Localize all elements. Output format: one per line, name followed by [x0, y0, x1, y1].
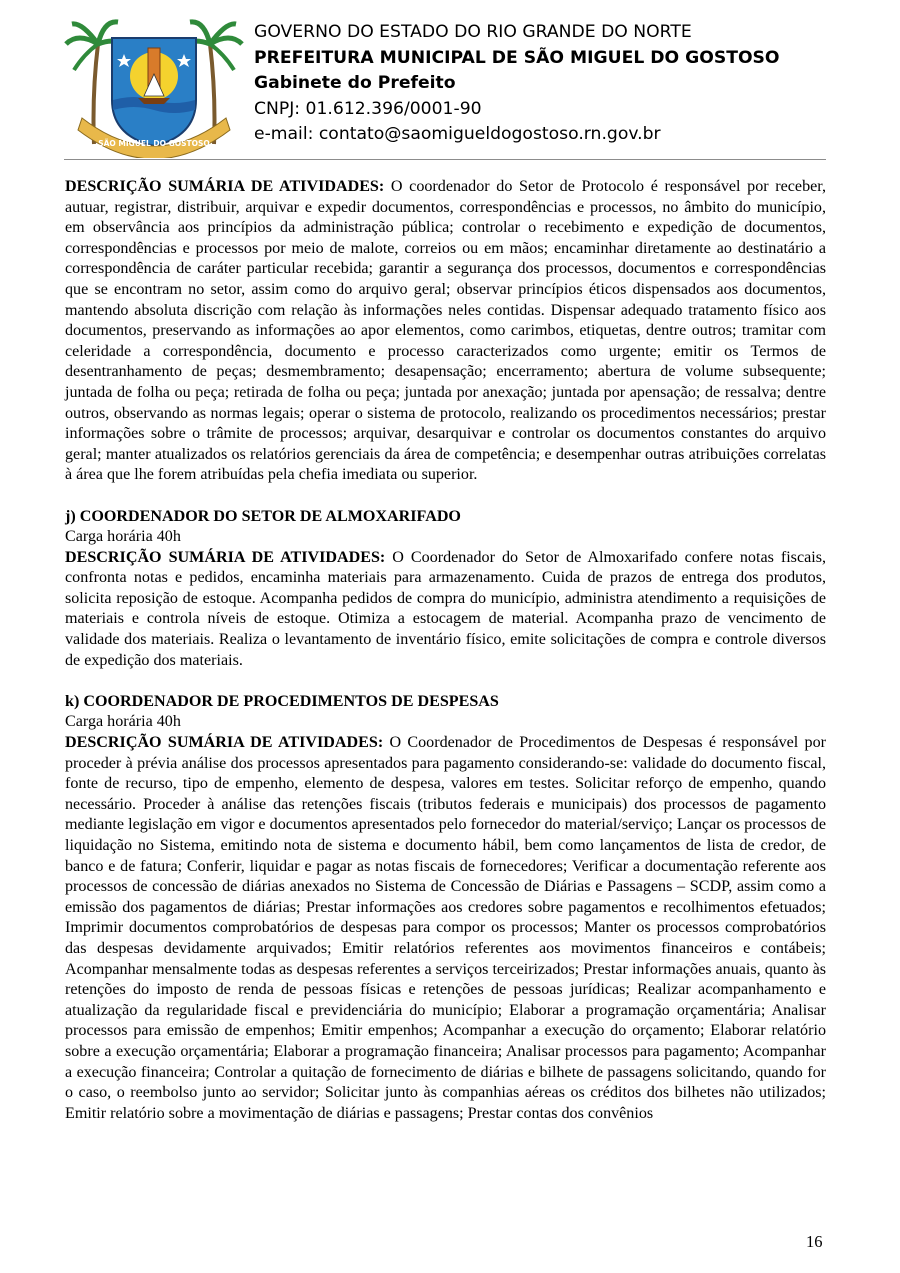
paragraph-gap: [65, 486, 826, 507]
municipal-coat-of-arms: [64, 14, 244, 158]
section-title-despesas: k) COORDENADOR DE PROCEDIMENTOS DE DESPESAS: [65, 692, 499, 710]
protocol-description: [65, 177, 826, 486]
office-name: Gabinete do Prefeito: [254, 73, 456, 93]
municipality-name: PREFEITURA MUNICIPAL DE SÃO MIGUEL DO GOSTOSO: [254, 47, 780, 68]
workload-despesas: Carga horária 40h: [65, 713, 181, 731]
shield-icon: [112, 38, 196, 146]
page-number: 16: [806, 1232, 823, 1251]
description-text: O coordenador do Setor de Protocolo é responsável por receber, autuar, registrar, distribuir, arquivar e expedir documentos, correspondências e processos, no âmbito do município, em observância aos princípios da administração pública; controlar o recebimento e expedição de documentos, correspondências e processos por meio de malote, correios ou em mãos; encaminhar diretamente ao destinatário a correspondência de caráter particular recebida; garantir a segurança dos processos, documentos e correspondências que se encontram no setor, assim como do arquivo geral; observar princípios éticos dispensados aos documentos, mantendo absoluta discrição com relação às informações neles contidas. Dispensar adequado tratamento físico aos documentos, preservando as informações ao apor elementos, como carimbos, etiquetas, dentre outros; tramitar com celeridade a correspondência, documento e processo caracterizados como urgente; emitir os Termos de desentranhamento de peças; desmembramento; desapensação; encerramento; abertura de volume subsequente; juntada de folha ou peça; retirada de folha ou peça; juntada por anexação; juntada por apensação; de ressalva; dentre outros, observando as normas legais; operar o sistema de protocolo, realizando os procedimentos necessários; prestar informações sobre o trâmite de processos; arquivar, desarquivar e controlar os documentos constantes do arquivo geral; manter atualizados os relatórios gerenciais da área de competência; e desempenhar outras atribuições correlatas à área que lhe forem atribuídas pela chefia imediata ou superior.: [65, 178, 826, 484]
section-title-almoxarifado: j) COORDENADOR DO SETOR DE ALMOXARIFADO: [65, 507, 461, 525]
description-label: DESCRIÇÃO SUMÁRIA DE ATIVIDADES:: [65, 734, 384, 752]
logo-ribbon-text: SÃO MIGUEL DO GOSTOSO: [98, 139, 210, 148]
description-label: DESCRIÇÃO SUMÁRIA DE ATIVIDADES:: [65, 178, 385, 195]
document-body: [65, 177, 826, 1124]
almoxarifado-description: [65, 548, 826, 672]
despesas-description: [65, 733, 826, 1124]
email-address: e-mail: contato@saomigueldogostoso.rn.gov.br: [254, 124, 661, 144]
header-divider: [64, 159, 826, 160]
letterhead: [254, 20, 874, 148]
paragraph-gap: [65, 671, 826, 692]
government-name: GOVERNO DO ESTADO DO RIO GRANDE DO NORTE: [254, 22, 692, 42]
cnpj: CNPJ: 01.612.396/0001-90: [254, 98, 482, 119]
workload-almoxarifado: Carga horária 40h: [65, 528, 181, 546]
description-text: O Coordenador de Procedimentos de Despesas é responsável por proceder à prévia análise dos processos apresentados para pagamento considerando-se: validade do documento fiscal, fonte de recurso, tipo de empenho, elemento de despesa, valores em testes. Solicitar reforço de empenho, quando necessário. Proceder à análise das retenções fiscais (tributos federais e municipais) dos processos de pagamento mediante legislação em vigor e documentos apresentados pelo fornecedor do material/serviço; Lançar os processos de liquidação no Sistema, emitindo nota de sistema e documento hábil, bem como lançamentos de lista de credor, de banco e de fatura; Conferir, liquidar e pagar as notas fiscais de fornecedores; Verificar a documentação referente aos processos de concessão de diárias anexados no Sistema de Concessão de Diárias e Passagens – SCDP, assim como a emissão dos pagamentos de diárias; Prestar informações aos credores sobre pagamentos e recolhimentos efetuados; Imprimir documentos comprobatórios de despesas para compor os processos; Manter os processos comprobatórios das despesas devidamente arquivados; Emitir relatórios referentes aos movimentos financeiros e contábeis; Acompanhar mensalmente todas as despesas referentes a serviços terceirizados; Prestar informações anuais, quanto às retenções do imposto de renda de pessoas físicas e retenções de pessoas jurídicas; Realizar acompanhamento e atualização da regularidade fiscal e previdenciária do município; Elaborar a programação orçamentária; Analisar processos para emissão de empenhos; Emitir empenhos; Acompanhar a execução do orçamento; Elaborar relatório sobre a execução orçamentária; Elaborar a programação financeira; Analisar processos para pagamento; Acompanhar a execução financeira; Controlar a quitação de fornecimento de diárias e bilhete de passagens solicitando, quando for o caso, o reembolso junto ao servidor; Solicitar junto às companhias aéreas os créditos dos bilhetes não utilizados; Emitir relatório sobre a movimentação de diárias e passagens; Prestar contas dos convênios: [65, 734, 826, 1122]
description-label: DESCRIÇÃO SUMÁRIA DE ATIVIDADES:: [65, 548, 386, 566]
description-text: O Coordenador do Setor de Almoxarifado confere notas fiscais, confronta notas e pedidos, encaminha materiais para armazenamento. Cuida de prazos de entrega dos produtos, solicita reposição de estoque. Acompanha pedidos de compra do município, administra atendimento a requisições de materiais e controla níveis de estoque. Otimiza a estocagem de material. Acompanha prazo de vencimento de validade dos materiais. Realiza o levantamento de inventário físico, emite solicitações de compra e controle diversos de expedição dos materiais.: [65, 548, 826, 669]
